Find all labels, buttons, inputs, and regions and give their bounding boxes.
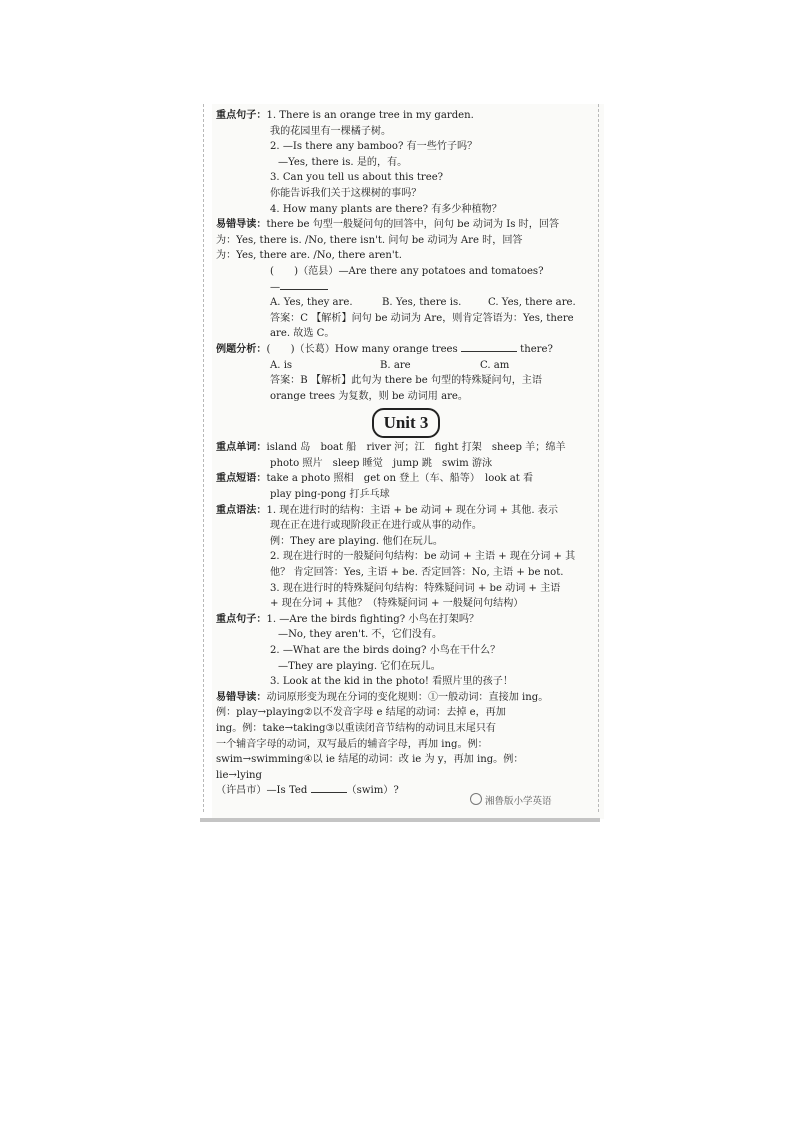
- error-line: 一个辅音字母的动词，双写最后的辅音字母，再加 ing。例：: [216, 738, 488, 750]
- option-b: B. Yes, there is.: [382, 297, 462, 309]
- error-line: swim→swimming④以 ie 结尾的动词：改 ie 为 y，再加 ing。例：: [216, 754, 524, 766]
- watermark-text: 湘鲁版小学英语: [485, 796, 552, 807]
- answer-line: 答案：C 【解析】问句 be 动词为 Are，则肯定答语为：Yes, there: [270, 312, 574, 324]
- example-question-start: ( )（长葛）How many orange trees: [266, 343, 458, 355]
- phrases-line: take a photo 照相 get on 登上（车、船等） look at 看: [266, 473, 534, 485]
- section-tag: 重点短语：: [216, 473, 267, 485]
- answer-blank[interactable]: [280, 280, 328, 290]
- grammar-line: 例：They are playing. 他们在玩儿。: [270, 535, 443, 547]
- sentence-line: 1. —Are the birds fighting? 小鸟在打架吗？: [266, 613, 480, 625]
- section-tag: 重点句子：: [216, 110, 267, 121]
- sentence-line: —They are playing. 它们在玩儿。: [278, 660, 441, 672]
- grammar-line: 现在正在进行或现阶段正在进行或从事的动作。: [270, 520, 482, 532]
- phrases-line: play ping-pong 打乒乓球: [270, 489, 390, 501]
- example-options-line: [216, 358, 596, 374]
- grammar-line: 1. 现在进行时的结构：主语 + be 动词 + 现在分词 + 其他. 表示: [266, 504, 558, 516]
- unit-heading-wrap: [216, 404, 596, 440]
- example-blank[interactable]: [461, 342, 517, 352]
- unit-title: Unit 3: [372, 408, 441, 438]
- section-tag: 例题分析：: [216, 343, 267, 355]
- phrases-section: [216, 471, 596, 487]
- grammar-line: 3. 现在进行时的特殊疑问句结构：特殊疑问词 + be 动词 + 主语: [270, 582, 561, 594]
- sentence-line: 你能告诉我们关于这棵树的事吗？: [270, 187, 422, 199]
- option-a: A. Yes, they are.: [270, 297, 353, 309]
- option-b: B. are: [380, 359, 411, 371]
- sentence-line: 我的花园里有一棵橘子树。: [270, 125, 392, 137]
- sentence-line: 2. —What are the birds doing? 小鸟在干什么？: [270, 645, 501, 656]
- sentence-line: 3. Can you tell us about this tree?: [270, 172, 444, 184]
- section-tag: 易错导读：: [216, 691, 267, 703]
- error-line: ing。例：take→taking③以重读闭音节结构的动词且末尾只有: [216, 722, 497, 734]
- section-tag: 易错导读：: [216, 219, 267, 231]
- document-content: [216, 108, 596, 799]
- answer-blank-line: [216, 280, 596, 296]
- words-line: photo 照片 sleep 睡觉 jump 跳 swim 游泳: [270, 457, 493, 469]
- example-section: [216, 342, 596, 358]
- left-dashed-border: [203, 104, 204, 812]
- error-line: 为：Yes, there is. /No, there isn't. 问句 be 动词为 Are 时，回答: [216, 234, 523, 246]
- error-line: 例：play→playing②以不发音字母 e 结尾的动词：去掉 e，再加: [216, 707, 506, 719]
- error-line: there be 句型一般疑问句的回答中，问句 be 动词为 Is 时，回答: [266, 219, 560, 231]
- option-a: A. is: [270, 359, 293, 371]
- sentence-line: 1. There is an orange tree in my garden.: [266, 110, 474, 121]
- wechat-icon: [470, 793, 482, 805]
- sentence-line: —Yes, there is. 是的，有。: [278, 156, 408, 168]
- grammar-line: 2. 现在进行时的一般疑问句结构：be 动词 + 主语 + 现在分词 + 其: [270, 551, 576, 563]
- right-dashed-border: [598, 104, 599, 812]
- question-line: ( )（范县）—Are there any potatoes and tomatoes?: [270, 265, 544, 277]
- last-question-blank[interactable]: [311, 783, 347, 793]
- section-tag: 重点句子：: [216, 613, 267, 625]
- watermark: [470, 793, 552, 807]
- options-line: [216, 295, 596, 311]
- sentence-line: 4. How many plants are there? 有多少种植物？: [270, 203, 502, 215]
- grammar-line: + 现在分词 + 其他？（特殊疑问词 + 一般疑问句结构）: [270, 598, 524, 610]
- sentence-line: —No, they aren't. 不，它们没有。: [278, 629, 443, 641]
- example-question-end: there?: [520, 343, 553, 355]
- option-c: C. am: [480, 359, 510, 371]
- sentence-line: 3. Look at the kid in the photo! 看照片里的孩子！: [270, 676, 513, 688]
- errors-section-unit3: [216, 690, 596, 706]
- sentence-line: 2. —Is there any bamboo? 有一些竹子吗？: [270, 141, 478, 153]
- words-section: [216, 440, 596, 456]
- grammar-line: 他？ 肯定回答：Yes, 主语 + be. 否定回答：No, 主语 + be not.: [270, 567, 564, 579]
- answer-line: orange trees 为复数，则 be 动词用 are。: [270, 390, 469, 402]
- bottom-rule: [200, 818, 600, 822]
- option-c: C. Yes, there are.: [488, 297, 576, 309]
- error-line: 为：Yes, there are. /No, there aren't.: [216, 250, 402, 262]
- words-line: island 岛 boat 船 river 河；江 fight 打架 sheep 羊；绵羊: [266, 442, 566, 454]
- error-line: lie→lying: [216, 769, 263, 781]
- dash: —: [270, 281, 281, 293]
- errors-section-unit2: [216, 217, 596, 233]
- last-question-end: （swim）?: [346, 785, 399, 797]
- grammar-section: [216, 503, 596, 519]
- sentences-section-unit2: [216, 108, 596, 124]
- section-tag: 重点单词：: [216, 442, 267, 454]
- error-line: 动词原形变为现在分词的变化规则：①一般动词：直接加 ing。: [266, 691, 549, 703]
- sentences-section-unit3: [216, 612, 596, 628]
- answer-line: 答案：B 【解析】此句为 there be 句型的特殊疑问句，主语: [270, 375, 542, 387]
- answer-line: are. 故选 C。: [270, 328, 335, 340]
- last-question-start: （许昌市）—Is Ted: [216, 785, 308, 797]
- section-tag: 重点语法：: [216, 504, 267, 516]
